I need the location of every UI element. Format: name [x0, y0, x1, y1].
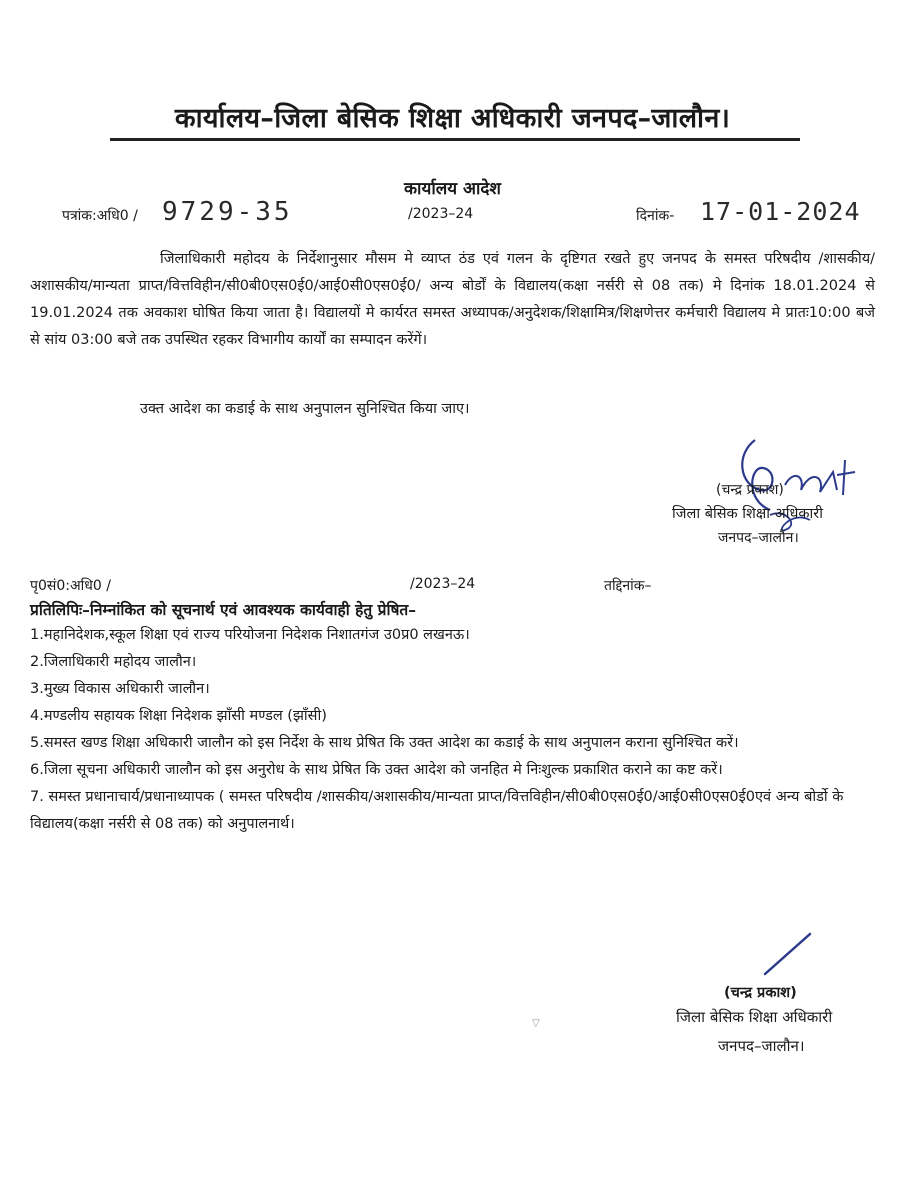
copy-reference-year: /2023–24	[410, 576, 476, 592]
copy-reference-row	[0, 576, 905, 598]
compliance-paragraph: उक्त आदेश का कडाई के साथ अनुपालन सुनिश्चित किया जाए।	[140, 401, 470, 417]
office-title: कार्यालय–जिला बेसिक शिक्षा अधिकारी जनपद–जालौन।	[174, 103, 731, 134]
reference-row	[0, 197, 905, 234]
reference-label: पत्रांक:अधि0 /	[62, 208, 138, 224]
signatory-name-2: (चन्द्र प्रकाश)	[724, 985, 797, 1001]
signature-scribble-2	[760, 930, 820, 980]
list-item: 7. समस्त प्रधानाचार्य/प्रधानाध्यापक ( समस्त परिषदीय /शासकीय/अशासकीय/मान्यता प्राप्त/वित्तविहीन/सी0बी0एस0ई0/आई0सी0एस0ई0एवं अन्य बोर्डो के विद्यालय(कक्षा नर्सरी से 08 तक) को अनुपालनार्थ।	[30, 789, 844, 832]
list-item: 3.मुख्य विकास अधिकारी जालौन।	[30, 681, 210, 697]
title-underline	[110, 138, 800, 141]
list-item: 2.जिलाधिकारी महोदय जालौन।	[30, 654, 197, 670]
signatory-office-1: जनपद–जालौन।	[718, 530, 799, 546]
stray-mark-icon: ▽	[532, 1018, 540, 1029]
date-handwritten: 17-01-2024	[700, 197, 861, 226]
date-label: दिनांक-	[636, 208, 675, 224]
list-item: 5.समस्त खण्ड शिक्षा अधिकारी जालौन को इस निर्देश के साथ प्रेषित कि उक्त आदेश का कडाई के साथ अनुपालन कराना सुनिश्चित करें।	[30, 735, 739, 751]
list-item: 4.मण्डलीय सहायक शिक्षा निदेशक झाँसी मण्डल (झाँसी)	[30, 708, 327, 724]
copy-reference-label: पृ0सं0:अधि0 /	[30, 578, 111, 594]
copy-heading: प्रतिलिपिः–निम्नांकित को सूचनार्थ एवं आवश्यक कार्यवाही हेतु प्रेषित–	[30, 601, 416, 619]
signatory-designation-1: जिला बेसिक शिक्षा अधिकारी	[672, 506, 823, 522]
copy-reference-date: तद्दिनांक–	[604, 578, 652, 594]
order-paragraph: जिलाधिकारी महोदय के निर्देशानुसार मौसम मे व्याप्त ठंड एवं गलन के दृष्टिगत रखते हुए जनपद के समस्त परिषदीय /शासकीय/अशासकीय/मान्यता प्राप्त/वित्तविहीन/सी0बी0एस0ई0/आई0सी0एस0ई0/ अन्य बोर्डों के विद्यालय(कक्षा नर्सरी से 08 तक) मे दिनांक 18.01.2024 से 19.01.2024 तक अवकाश घोषित किया जाता है। विद्यालयों मे कार्यरत समस्त अध्यापक/अनुदेशक/शिक्षामित्र/शिक्षणेत्तर कर्मचारी विद्यालय मे प्रातः10:00 बजे से सांय 03:00 बजे तक उपस्थित रहकर विभागीय कार्यों का सम्पादन करेंगें।	[30, 251, 875, 348]
reference-year: /2023–24	[408, 206, 474, 222]
copy-recipient-list	[30, 622, 890, 838]
signatory-office-2: जनपद–जालौन।	[718, 1037, 805, 1055]
list-item: 6.जिला सूचना अधिकारी जालौन को इस अनुरोध के साथ प्रेषित कि उक्त आदेश को जनहित मे निःशुल्क प्रकाशित कराने का कष्ट करें।	[30, 762, 723, 778]
reference-number-handwritten: 9729-35	[162, 197, 293, 227]
order-heading: कार्यालय आदेश	[404, 179, 501, 199]
list-item: 1.महानिदेशक,स्कूल शिक्षा एवं राज्य परियोजना निदेशक निशातगंज उ0प्र0 लखनऊ।	[30, 627, 470, 643]
signatory-name-1: (चन्द्र प्रकाश)	[716, 482, 784, 498]
signatory-designation-2: जिला बेसिक शिक्षा अधिकारी	[676, 1008, 833, 1026]
